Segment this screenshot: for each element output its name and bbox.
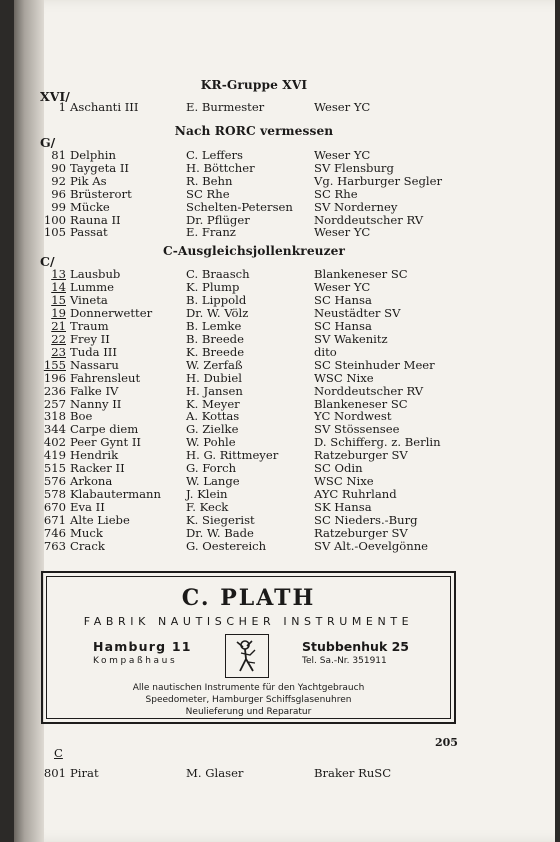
page-content xyxy=(14,0,555,842)
advertisement-box xyxy=(41,571,456,724)
table-row xyxy=(14,474,555,488)
club-name: Ratzeburger SV xyxy=(314,526,408,540)
sail-number: 763 xyxy=(43,538,66,553)
table-row xyxy=(14,397,555,411)
boat-name: Crack xyxy=(70,538,105,553)
sail-number: 801 xyxy=(43,766,66,780)
sail-number: 576 xyxy=(43,474,66,489)
owner-name: B. Lemke xyxy=(186,318,242,333)
sail-number: 99 xyxy=(51,199,66,214)
table-row xyxy=(14,358,555,372)
owner-name: Schelten-Petersen xyxy=(186,199,293,214)
owner-name: C. Braasch xyxy=(186,267,250,281)
ad-subtitle: FABRIK NAUTISCHER INSTRUMENTE xyxy=(83,615,414,628)
sextant-figure-icon xyxy=(225,634,269,678)
owner-name: J. Klein xyxy=(186,487,228,502)
owner-name: W. Zerfaß xyxy=(186,357,243,372)
table-row xyxy=(14,332,555,346)
owner-name: Dr. Pflüger xyxy=(186,212,250,227)
club-name: dito xyxy=(314,344,337,359)
boat-name: Pirat xyxy=(70,766,99,780)
table-row xyxy=(14,345,555,359)
ad-city: Hamburg 11 xyxy=(93,639,192,654)
club-name: D. Schifferg. z. Berlin xyxy=(314,435,441,450)
sail-number: 318 xyxy=(43,409,66,424)
table-row xyxy=(14,384,555,398)
owner-name: C. Leffers xyxy=(186,148,243,162)
sail-number: 578 xyxy=(43,487,66,502)
boat-name: Nassaru xyxy=(70,357,119,372)
club-name: SC Steinhuder Meer xyxy=(314,357,435,372)
sail-number: 96 xyxy=(51,186,66,201)
boat-name: Muck xyxy=(70,526,103,540)
boat-name: Hendrik xyxy=(70,448,119,463)
boat-name: Tuda III xyxy=(70,344,117,359)
boat-name: Alte Liebe xyxy=(70,513,130,528)
sail-number: 21 xyxy=(51,318,66,333)
ad-street: Stubbenhuk 25 xyxy=(302,639,410,654)
boat-name: Carpe diem xyxy=(70,422,139,437)
club-name: SV Wakenitz xyxy=(314,331,388,346)
table-row xyxy=(14,174,555,188)
group-label-xvi: XVI/ xyxy=(40,89,70,104)
table-row xyxy=(14,161,555,175)
sail-number: 236 xyxy=(43,383,66,398)
sail-number: 344 xyxy=(43,422,66,437)
owner-name: E. Burmester xyxy=(186,100,265,114)
sail-number: 515 xyxy=(43,461,66,476)
owner-name: B. Lippold xyxy=(186,292,247,307)
table-row xyxy=(14,409,555,423)
boat-name: Racker II xyxy=(70,461,125,476)
boat-name: Traum xyxy=(70,318,109,333)
sail-number: 419 xyxy=(43,448,66,463)
boat-name: Brüsterort xyxy=(70,186,132,201)
sail-number: 155 xyxy=(43,357,66,372)
table-row xyxy=(14,319,555,333)
sail-number: 81 xyxy=(51,148,66,162)
owner-name: G. Forch xyxy=(186,461,237,476)
owner-name: G. Zielke xyxy=(186,422,239,437)
boat-name: Lumme xyxy=(70,279,115,294)
club-name: Neustädter SV xyxy=(314,305,401,320)
boat-name: Vineta xyxy=(70,292,108,307)
boat-name: Nanny II xyxy=(70,396,122,411)
boat-name: Aschanti III xyxy=(70,100,139,114)
owner-name: G. Oestereich xyxy=(186,538,267,553)
table-row xyxy=(14,100,555,114)
ad-text-line: Neulieferung und Reparatur xyxy=(185,707,312,717)
sail-number: 1 xyxy=(58,100,66,114)
boat-name: Lausbub xyxy=(70,267,121,281)
owner-name: K. Plump xyxy=(186,279,240,294)
table-row xyxy=(14,461,555,475)
ad-telephone: Tel. Sa.-Nr. 351911 xyxy=(302,656,387,666)
boat-name: Peer Gynt II xyxy=(70,435,142,450)
sail-number: 671 xyxy=(43,513,66,528)
sail-number: 13 xyxy=(51,267,66,281)
boat-name: Arkona xyxy=(70,474,113,489)
boat-name: Eva II xyxy=(70,500,105,515)
sail-number: 15 xyxy=(51,292,66,307)
table-row xyxy=(14,187,555,201)
table-row xyxy=(14,766,555,780)
boat-name: Frey II xyxy=(70,331,110,346)
owner-name: W. Pohle xyxy=(186,435,236,450)
owner-name: A. Kottas xyxy=(186,409,240,424)
advertisement-inner-frame xyxy=(46,576,451,719)
owner-name: H. G. Rittmeyer xyxy=(186,448,279,463)
table-row xyxy=(14,435,555,449)
boat-name: Donnerwetter xyxy=(70,305,153,320)
table-row xyxy=(14,526,555,540)
club-name: Weser YC xyxy=(314,225,371,240)
sail-number: 23 xyxy=(51,344,66,359)
club-name: SC Rhe xyxy=(314,186,358,201)
club-name: WSC Nixe xyxy=(314,370,374,385)
table-row xyxy=(14,280,555,294)
table-row xyxy=(14,148,555,162)
owner-name: H. Dubiel xyxy=(186,370,242,385)
table-row xyxy=(14,371,555,385)
sail-number: 670 xyxy=(43,500,66,515)
club-name: SV Alt.-Oevelgönne xyxy=(314,538,429,553)
club-name: WSC Nixe xyxy=(314,474,374,489)
table-row xyxy=(14,500,555,514)
sail-number: 105 xyxy=(43,225,66,240)
owner-name: K. Siegerist xyxy=(186,513,255,528)
section-heading-c-ausgleichsjollenkreuzer: C-Ausgleichsjollenkreuzer xyxy=(162,244,346,258)
boat-name: Rauna II xyxy=(70,212,121,227)
boat-name: Boe xyxy=(70,409,93,424)
sail-number: 19 xyxy=(51,305,66,320)
club-name: AYC Ruhrland xyxy=(314,487,397,502)
owner-name: Dr. W. Bade xyxy=(186,526,254,540)
owner-name: M. Glaser xyxy=(186,766,244,780)
group-label-g: G/ xyxy=(40,135,56,150)
sail-number: 257 xyxy=(43,396,66,411)
club-name: Weser YC xyxy=(314,148,371,162)
sail-number: 746 xyxy=(43,526,66,540)
boat-name: Falke IV xyxy=(70,383,119,398)
book-page xyxy=(14,0,555,842)
owner-name: H. Böttcher xyxy=(186,160,255,175)
table-row xyxy=(14,422,555,436)
sail-number: 402 xyxy=(43,435,66,450)
club-name: SV Norderney xyxy=(314,199,398,214)
sail-number: 22 xyxy=(51,331,66,346)
c-mark: C xyxy=(54,746,63,760)
club-name: Vg. Harburger Segler xyxy=(314,173,443,188)
ad-brand: C. PLATH xyxy=(181,585,316,611)
owner-name: Dr. W. Völz xyxy=(186,305,249,320)
owner-name: E. Franz xyxy=(186,225,236,240)
table-row xyxy=(14,539,555,553)
club-name: Weser YC xyxy=(314,279,371,294)
table-row xyxy=(14,267,555,281)
boat-name: Mücke xyxy=(70,199,110,214)
ad-text-line: Speedometer, Hamburger Schiffsglasenuhren xyxy=(145,695,352,705)
club-name: Norddeutscher RV xyxy=(314,212,424,227)
boat-name: Delphin xyxy=(70,148,116,162)
table-row xyxy=(14,487,555,501)
page-number: 205 xyxy=(435,736,458,749)
boat-name: Klabautermann xyxy=(70,487,161,502)
boat-name: Pik As xyxy=(70,173,107,188)
club-name: SC Hansa xyxy=(314,292,372,307)
ad-city-sub: Kompaßhaus xyxy=(93,656,178,666)
sail-number: 92 xyxy=(51,173,66,188)
owner-name: R. Behn xyxy=(186,173,233,188)
sail-number: 14 xyxy=(51,279,66,294)
owner-name: K. Meyer xyxy=(186,396,240,411)
boat-name: Passat xyxy=(70,225,108,240)
owner-name: B. Breede xyxy=(186,331,244,346)
ad-text-line: Alle nautischen Instrumente für den Yachtgebrauch xyxy=(132,683,365,693)
owner-name: SC Rhe xyxy=(186,186,230,201)
boat-name: Fahrensleut xyxy=(70,370,141,385)
table-row xyxy=(14,200,555,214)
sail-number: 100 xyxy=(43,212,66,227)
club-name: YC Nordwest xyxy=(314,409,392,424)
sail-number: 196 xyxy=(43,370,66,385)
group-label-c: C/ xyxy=(40,254,55,269)
sail-number: 90 xyxy=(51,160,66,175)
table-row xyxy=(14,225,555,239)
owner-name: W. Lange xyxy=(186,474,240,489)
club-name: SK Hansa xyxy=(314,500,372,515)
table-row xyxy=(14,293,555,307)
club-name: Ratzeburger SV xyxy=(314,448,408,463)
club-name: SC Nieders.-Burg xyxy=(314,513,418,528)
table-row xyxy=(14,448,555,462)
table-row xyxy=(14,513,555,527)
club-name: Blankeneser SC xyxy=(314,396,408,411)
club-name: SV Stössensee xyxy=(314,422,400,437)
club-name: Weser YC xyxy=(314,100,371,114)
club-name: Norddeutscher RV xyxy=(314,383,424,398)
section-heading-kr-gruppe: KR-Gruppe XVI xyxy=(200,78,308,92)
club-name: Braker RuSC xyxy=(314,766,392,780)
club-name: Blankeneser SC xyxy=(314,267,408,281)
club-name: SC Hansa xyxy=(314,318,372,333)
club-name: SV Flensburg xyxy=(314,160,394,175)
owner-name: F. Keck xyxy=(186,500,229,515)
owner-name: H. Jansen xyxy=(186,383,243,398)
table-row xyxy=(14,213,555,227)
table-row xyxy=(14,306,555,320)
owner-name: K. Breede xyxy=(186,344,245,359)
boat-name: Taygeta II xyxy=(70,160,129,175)
club-name: SC Odin xyxy=(314,461,363,476)
section-heading-rorc: Nach RORC vermessen xyxy=(174,124,334,138)
